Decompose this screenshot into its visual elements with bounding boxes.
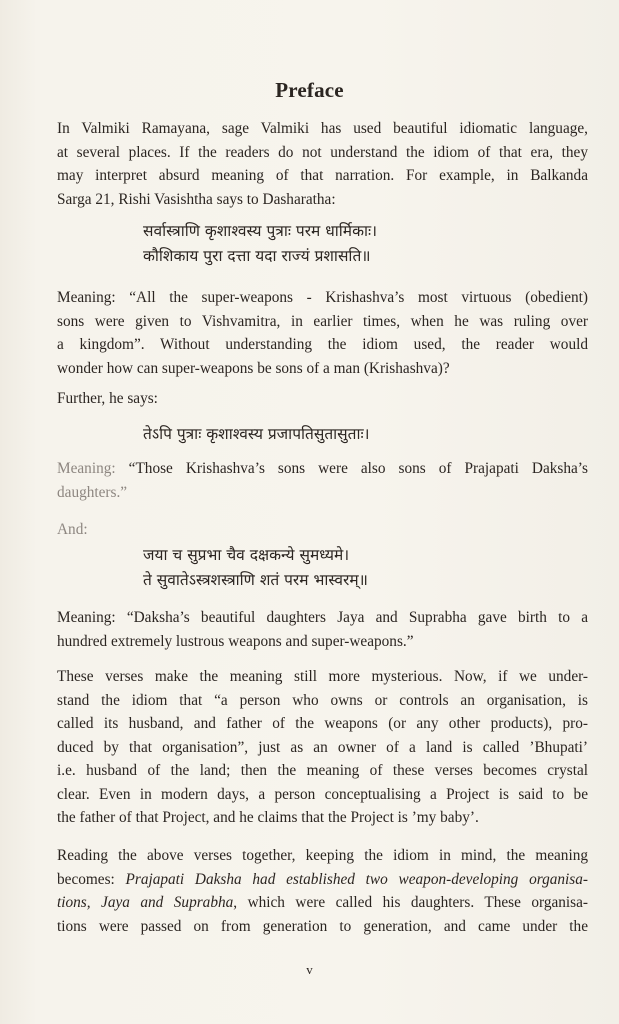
text-line: Meaning: “All the super-weapons - Krishashva’s most virtuous (obedient) (57, 289, 588, 306)
text-line (57, 868, 588, 892)
text-line: the father of that Project, and he claims that the Project is ’my baby’. (57, 809, 479, 826)
verse-line: ते सुवातेऽस्त्रशस्त्राणि शतं परम भास्वरम्॥ (143, 571, 368, 589)
meaning-text: “Those Krishashva’s sons were also sons of Prajapati Daksha’s (128, 460, 589, 477)
verse-line: कौशिकाय पुरा दत्ता यदा राज्यं प्रशासति॥ (143, 247, 371, 265)
page-title: Preface (275, 78, 344, 102)
text-line: at several places. If the readers do not understand the idiom of that era, they (57, 143, 588, 161)
text-line (57, 891, 588, 915)
page-number: v (306, 962, 313, 977)
text-line: sons were given to Vishvamitra, in earlier times, when he was ruling over (57, 312, 588, 330)
text-line: daughters.” (57, 483, 128, 501)
meaning-paragraph-3 (57, 606, 588, 653)
and-line (57, 518, 588, 542)
text-line: Sarga 21, Rishi Vasishtha says to Dasharatha: (57, 190, 336, 208)
text-line: Reading the above verses together, keeping the idiom in mind, the meaning (57, 847, 588, 864)
verse-line: तेऽपि पुत्राः कृशाश्वस्य प्रजापतिसुतासुताः। (143, 425, 370, 443)
text-line: duced by that organisation”, just as an owner of a land is called ’Bhupati’ (57, 738, 588, 756)
text-line: a kingdom”. Without understanding the idiom used, the reader would (57, 336, 588, 353)
explanation-paragraph (57, 665, 588, 830)
text-line: called its husband, and father of the weapons (or any other products), pro- (57, 715, 588, 732)
text-line: Meaning: “Daksha’s beautiful daughters Jaya and Suprabha gave birth to a (57, 609, 588, 626)
text-line (57, 457, 588, 481)
text-line: clear. Even in modern days, a person conceptualising a Project is said to be (57, 785, 588, 803)
sanskrit-verse-1 (143, 219, 377, 269)
sanskrit-verse-2 (143, 422, 370, 447)
text-line: i.e. husband of the land; then the meaning of these verses becomes crystal (57, 762, 588, 779)
text-line: hundred extremely lustrous weapons and super-weapons.” (57, 632, 414, 650)
text-line: In Valmiki Ramayana, sage Valmiki has used beautiful idiomatic language, (57, 120, 588, 137)
further-line (57, 387, 588, 411)
text-line: may interpret absurd meaning of that narration. For example, in Balkanda (57, 167, 588, 184)
meaning-paragraph-1 (57, 286, 588, 380)
conclusion-paragraph (57, 844, 588, 938)
text-span: becomes: (57, 870, 126, 888)
verse-line: सर्वास्त्राणि कृशाश्वस्य पुत्राः परम धार्मिकाः। (143, 222, 377, 240)
text-span: , which were called his daughters. These organisa- (233, 894, 588, 911)
meaning-label: Meaning: (57, 460, 116, 477)
meaning-paragraph-2 (57, 457, 588, 504)
text-line: tions were passed on from generation to generation, and came under the (57, 917, 588, 935)
text-line: Further, he says: (57, 390, 158, 407)
text-line: stand the idiom that “a person who owns or controls an organisation, is (57, 691, 588, 709)
text-line: And: (57, 521, 88, 538)
verse-line: जया च सुप्रभा चैव दक्षकन्ये सुमध्यमे। (143, 546, 350, 564)
sanskrit-verse-3 (143, 543, 368, 593)
italic-text: Prajapati Daksha had established two weapon-developing organisa- (125, 870, 588, 888)
italic-text: tions, Jaya and Suprabha (57, 894, 234, 911)
text-line: These verses make the meaning still more mysterious. Now, if we under- (57, 668, 588, 685)
text-line: wonder how can super-weapons be sons of a man (Krishashva)? (57, 359, 450, 377)
intro-paragraph (57, 117, 588, 211)
